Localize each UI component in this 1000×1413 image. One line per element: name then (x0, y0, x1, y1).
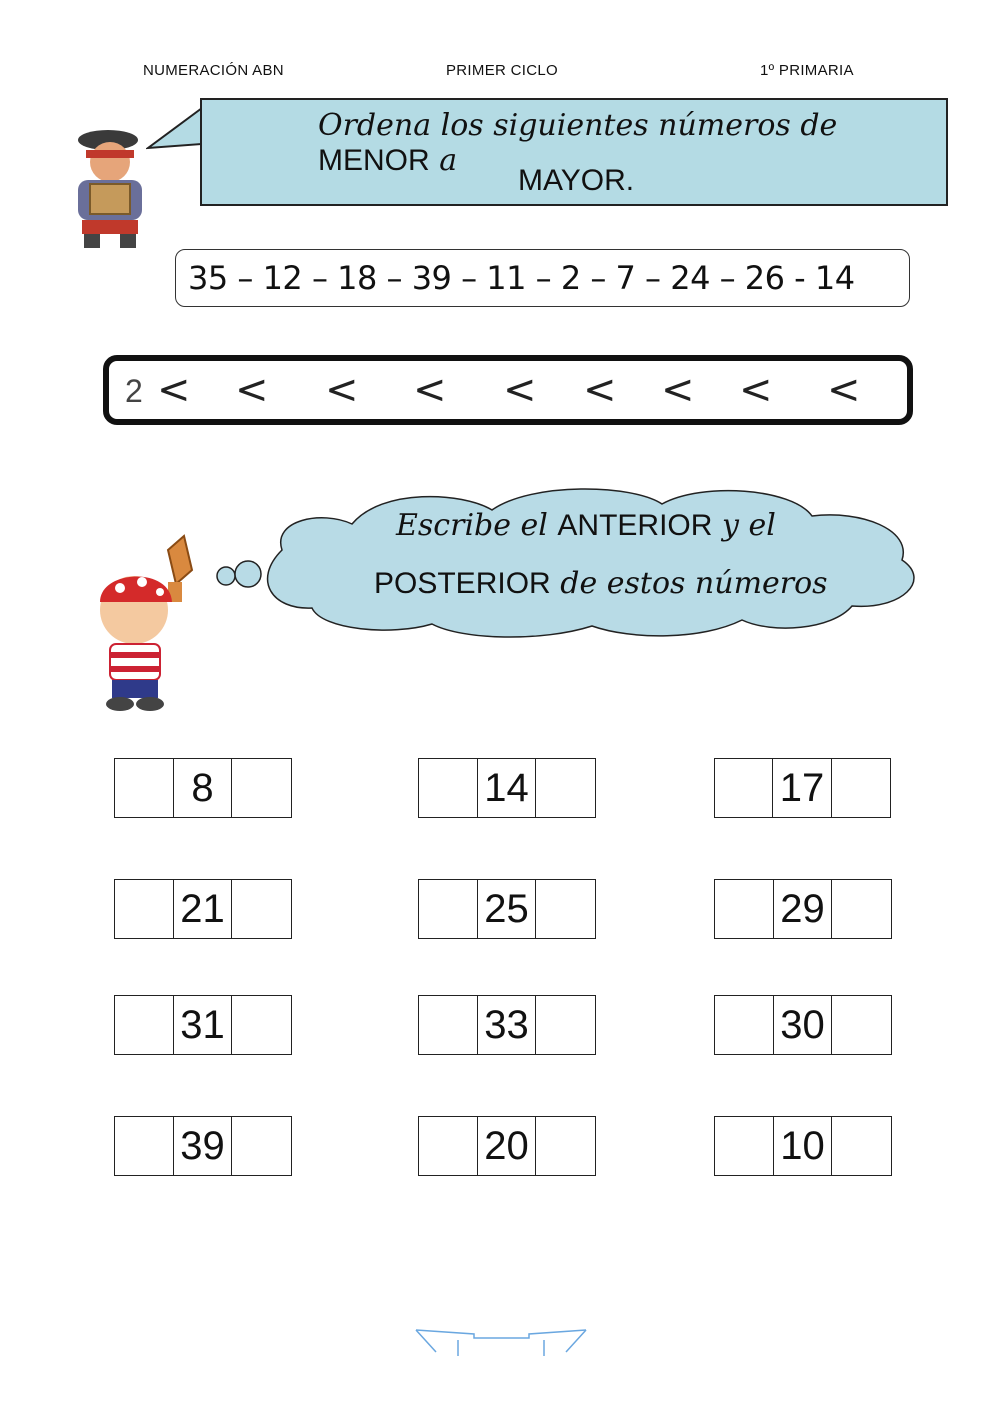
number-triple (418, 879, 596, 939)
anterior-blank[interactable] (715, 1117, 774, 1175)
anterior-blank[interactable] (115, 996, 174, 1054)
anterior-blank[interactable] (715, 880, 774, 938)
number-triple (114, 995, 292, 1055)
posterior-blank[interactable] (536, 996, 595, 1054)
number-triple (714, 758, 891, 818)
less-than-sign: < (157, 367, 191, 413)
instruction-line-1: Ordena los siguientes números de MENOR a (318, 108, 838, 178)
posterior-blank[interactable] (832, 759, 890, 817)
given-number: 10 (774, 1117, 833, 1175)
number-triple (114, 758, 292, 818)
less-than-sign: < (413, 367, 447, 413)
anterior-blank[interactable] (715, 996, 774, 1054)
anterior-blank[interactable] (419, 1117, 478, 1175)
instruction-line-anterior: Escribe el ANTERIOR y el (396, 508, 776, 543)
given-number: 17 (773, 759, 831, 817)
header-cycle: PRIMER CICLO (446, 62, 558, 79)
instruction-line-2: MAYOR. (518, 164, 635, 197)
posterior-blank[interactable] (232, 759, 291, 817)
posterior-blank[interactable] (536, 1117, 595, 1175)
given-number: 21 (174, 880, 233, 938)
posterior-blank[interactable] (232, 880, 291, 938)
footer-decoration (414, 1328, 589, 1360)
less-than-sign: < (325, 367, 359, 413)
speech-bubble-tail (146, 98, 206, 158)
less-than-sign: < (235, 367, 269, 413)
given-number: 30 (774, 996, 833, 1054)
given-number: 29 (774, 880, 833, 938)
number-triple (714, 1116, 892, 1176)
posterior-blank[interactable] (232, 996, 291, 1054)
pirate-kid-with-sword-illustration (80, 530, 205, 715)
less-than-sign: < (583, 367, 617, 413)
anterior-blank[interactable] (715, 759, 773, 817)
given-number: 25 (478, 880, 537, 938)
thought-cloud (212, 480, 932, 640)
given-number: 8 (174, 759, 233, 817)
given-number: 31 (174, 996, 233, 1054)
given-number: 20 (478, 1117, 537, 1175)
given-number: 14 (478, 759, 537, 817)
number-triple (418, 995, 596, 1055)
anterior-blank[interactable] (419, 996, 478, 1054)
posterior-blank[interactable] (832, 880, 891, 938)
posterior-blank[interactable] (832, 996, 891, 1054)
instruction-line-posterior: POSTERIOR de estos números (374, 566, 828, 601)
less-than-sign: < (827, 367, 861, 413)
numbers-to-order: 35 – 12 – 18 – 39 – 11 – 2 – 7 – 24 – 26 - 14 (175, 249, 910, 307)
less-than-sign: < (739, 367, 773, 413)
number-triple (114, 1116, 292, 1176)
anterior-blank[interactable] (419, 759, 478, 817)
posterior-blank[interactable] (832, 1117, 891, 1175)
posterior-blank[interactable] (536, 880, 595, 938)
number-triple (114, 879, 292, 939)
given-number: 33 (478, 996, 537, 1054)
anterior-blank[interactable] (115, 880, 174, 938)
number-triple (714, 879, 892, 939)
less-than-sign: < (503, 367, 537, 413)
order-first-value: 2 (125, 373, 143, 409)
header-subject: NUMERACIÓN ABN (143, 62, 284, 79)
instruction-bubble-order (200, 98, 948, 206)
given-number: 39 (174, 1117, 233, 1175)
number-triple (418, 1116, 596, 1176)
number-triple (714, 995, 892, 1055)
posterior-blank[interactable] (536, 759, 595, 817)
order-answer-box[interactable] (103, 355, 913, 425)
number-triple (418, 758, 596, 818)
anterior-blank[interactable] (115, 1117, 174, 1175)
posterior-blank[interactable] (232, 1117, 291, 1175)
header-grade: 1º PRIMARIA (760, 62, 854, 79)
anterior-blank[interactable] (115, 759, 174, 817)
anterior-blank[interactable] (419, 880, 478, 938)
pirate-with-chest-illustration (60, 122, 160, 252)
less-than-sign: < (661, 367, 695, 413)
